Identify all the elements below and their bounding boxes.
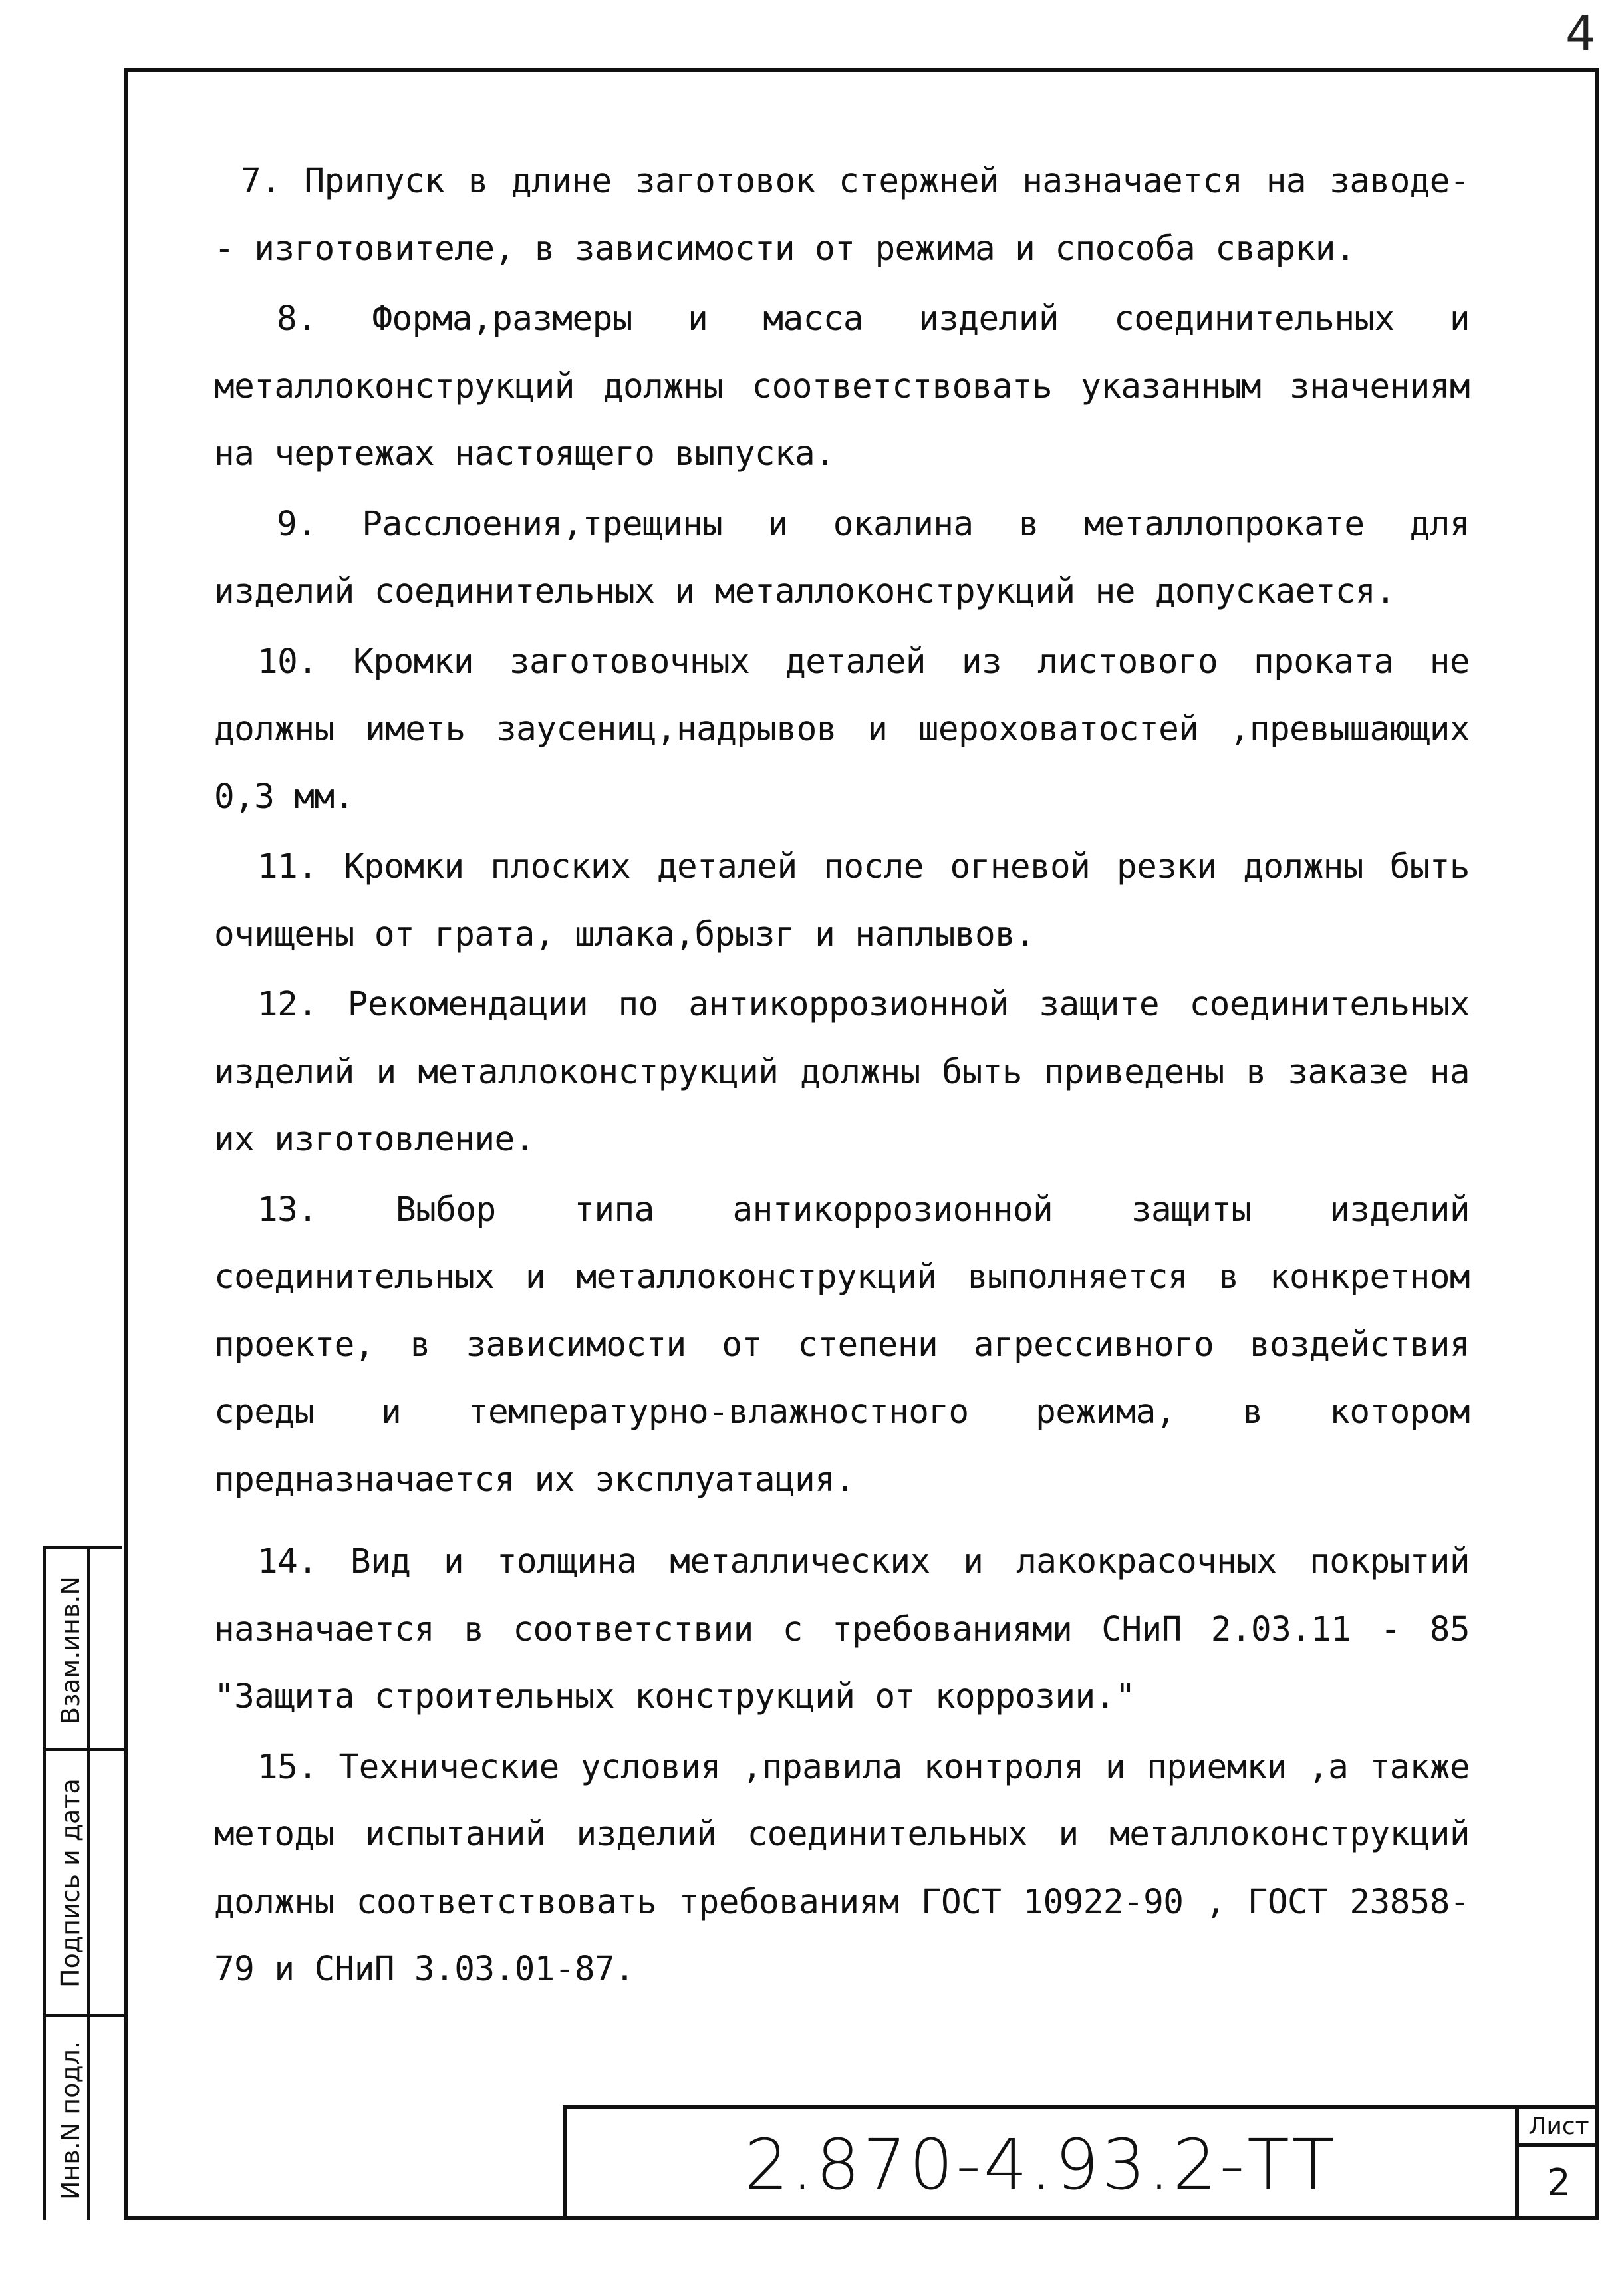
paragraph-13: 13. Выбор типа антикоррозионной защиты изделий соединительных и металлоконструкций выполняется в конкретном проекте, в зависимости от степени агрессивного воздействия среды и температурно-влажностного режима, в котором предназначается их эксплуатация. <box>214 1190 1470 1500</box>
sheet-label: Лист <box>1519 2109 1599 2147</box>
paragraph-14: 14. Вид и толщина металлических и лакокрасочных покрытий назначается в соответствии с требованиями СНиП 2.03.11 - 85 "Защита строительных конструкций от коррозии." <box>214 1542 1470 1716</box>
paragraph-12: 12. Рекомендации по антикоррозионной защите соединительных изделий и металлоконструкций должны быть приведены в заказе на их изготовление. <box>214 985 1470 1159</box>
title-block <box>563 2105 1599 2220</box>
side-divider <box>46 2014 126 2017</box>
paragraph-10: 10. Кромки заготовочных деталей из листового проката не должны иметь заусениц,надрывов и шероховатостей ,превышающих 0,3 мм. <box>214 642 1470 817</box>
document-body <box>214 148 1470 2006</box>
original-inventory-label: Инв.N подл. <box>56 2041 85 2201</box>
side-stamp-strip <box>43 1546 122 2220</box>
page-number: 4 <box>1565 5 1596 61</box>
paragraph-11: 11. Кромки плоских деталей после огневой резки должны быть очищены от грата, шлака,брызг и наплывов. <box>214 847 1470 954</box>
sheet-cell <box>1515 2109 1599 2220</box>
paragraph-15: 15. Технические условия ,правила контроля и приемки ,а также методы испытаний изделий соединительных и металлоконструкций должны соответствовать требованиям ГОСТ 10922-90 , ГОСТ 23858-79 и СНиП 3.03.01-87. <box>214 1747 1470 1989</box>
signature-date-label: Подпись и дата <box>56 1778 85 1988</box>
document-code: 2.870-4.93.2-ТТ <box>744 2124 1337 2205</box>
replace-inventory-label: Взам.инв.N <box>56 1576 85 1725</box>
paragraph-7: 7. Припуск в длине заготовок стержней назначается на заводе- - изготовителе, в зависимости от режима и способа сварки. <box>214 162 1470 269</box>
paragraph-8: 8. Форма,размеры и масса изделий соединительных и металлоконструкций должны соответствовать указанным значениям на чертежах настоящего выпуска. <box>214 299 1470 473</box>
paragraph-9: 9. Расслоения,трещины и окалина в металлопрокате для изделий соединительных и металлоконструкций не допускается. <box>214 504 1470 611</box>
sheet-number: 2 <box>1547 2161 1571 2205</box>
side-divider <box>46 1748 126 1751</box>
